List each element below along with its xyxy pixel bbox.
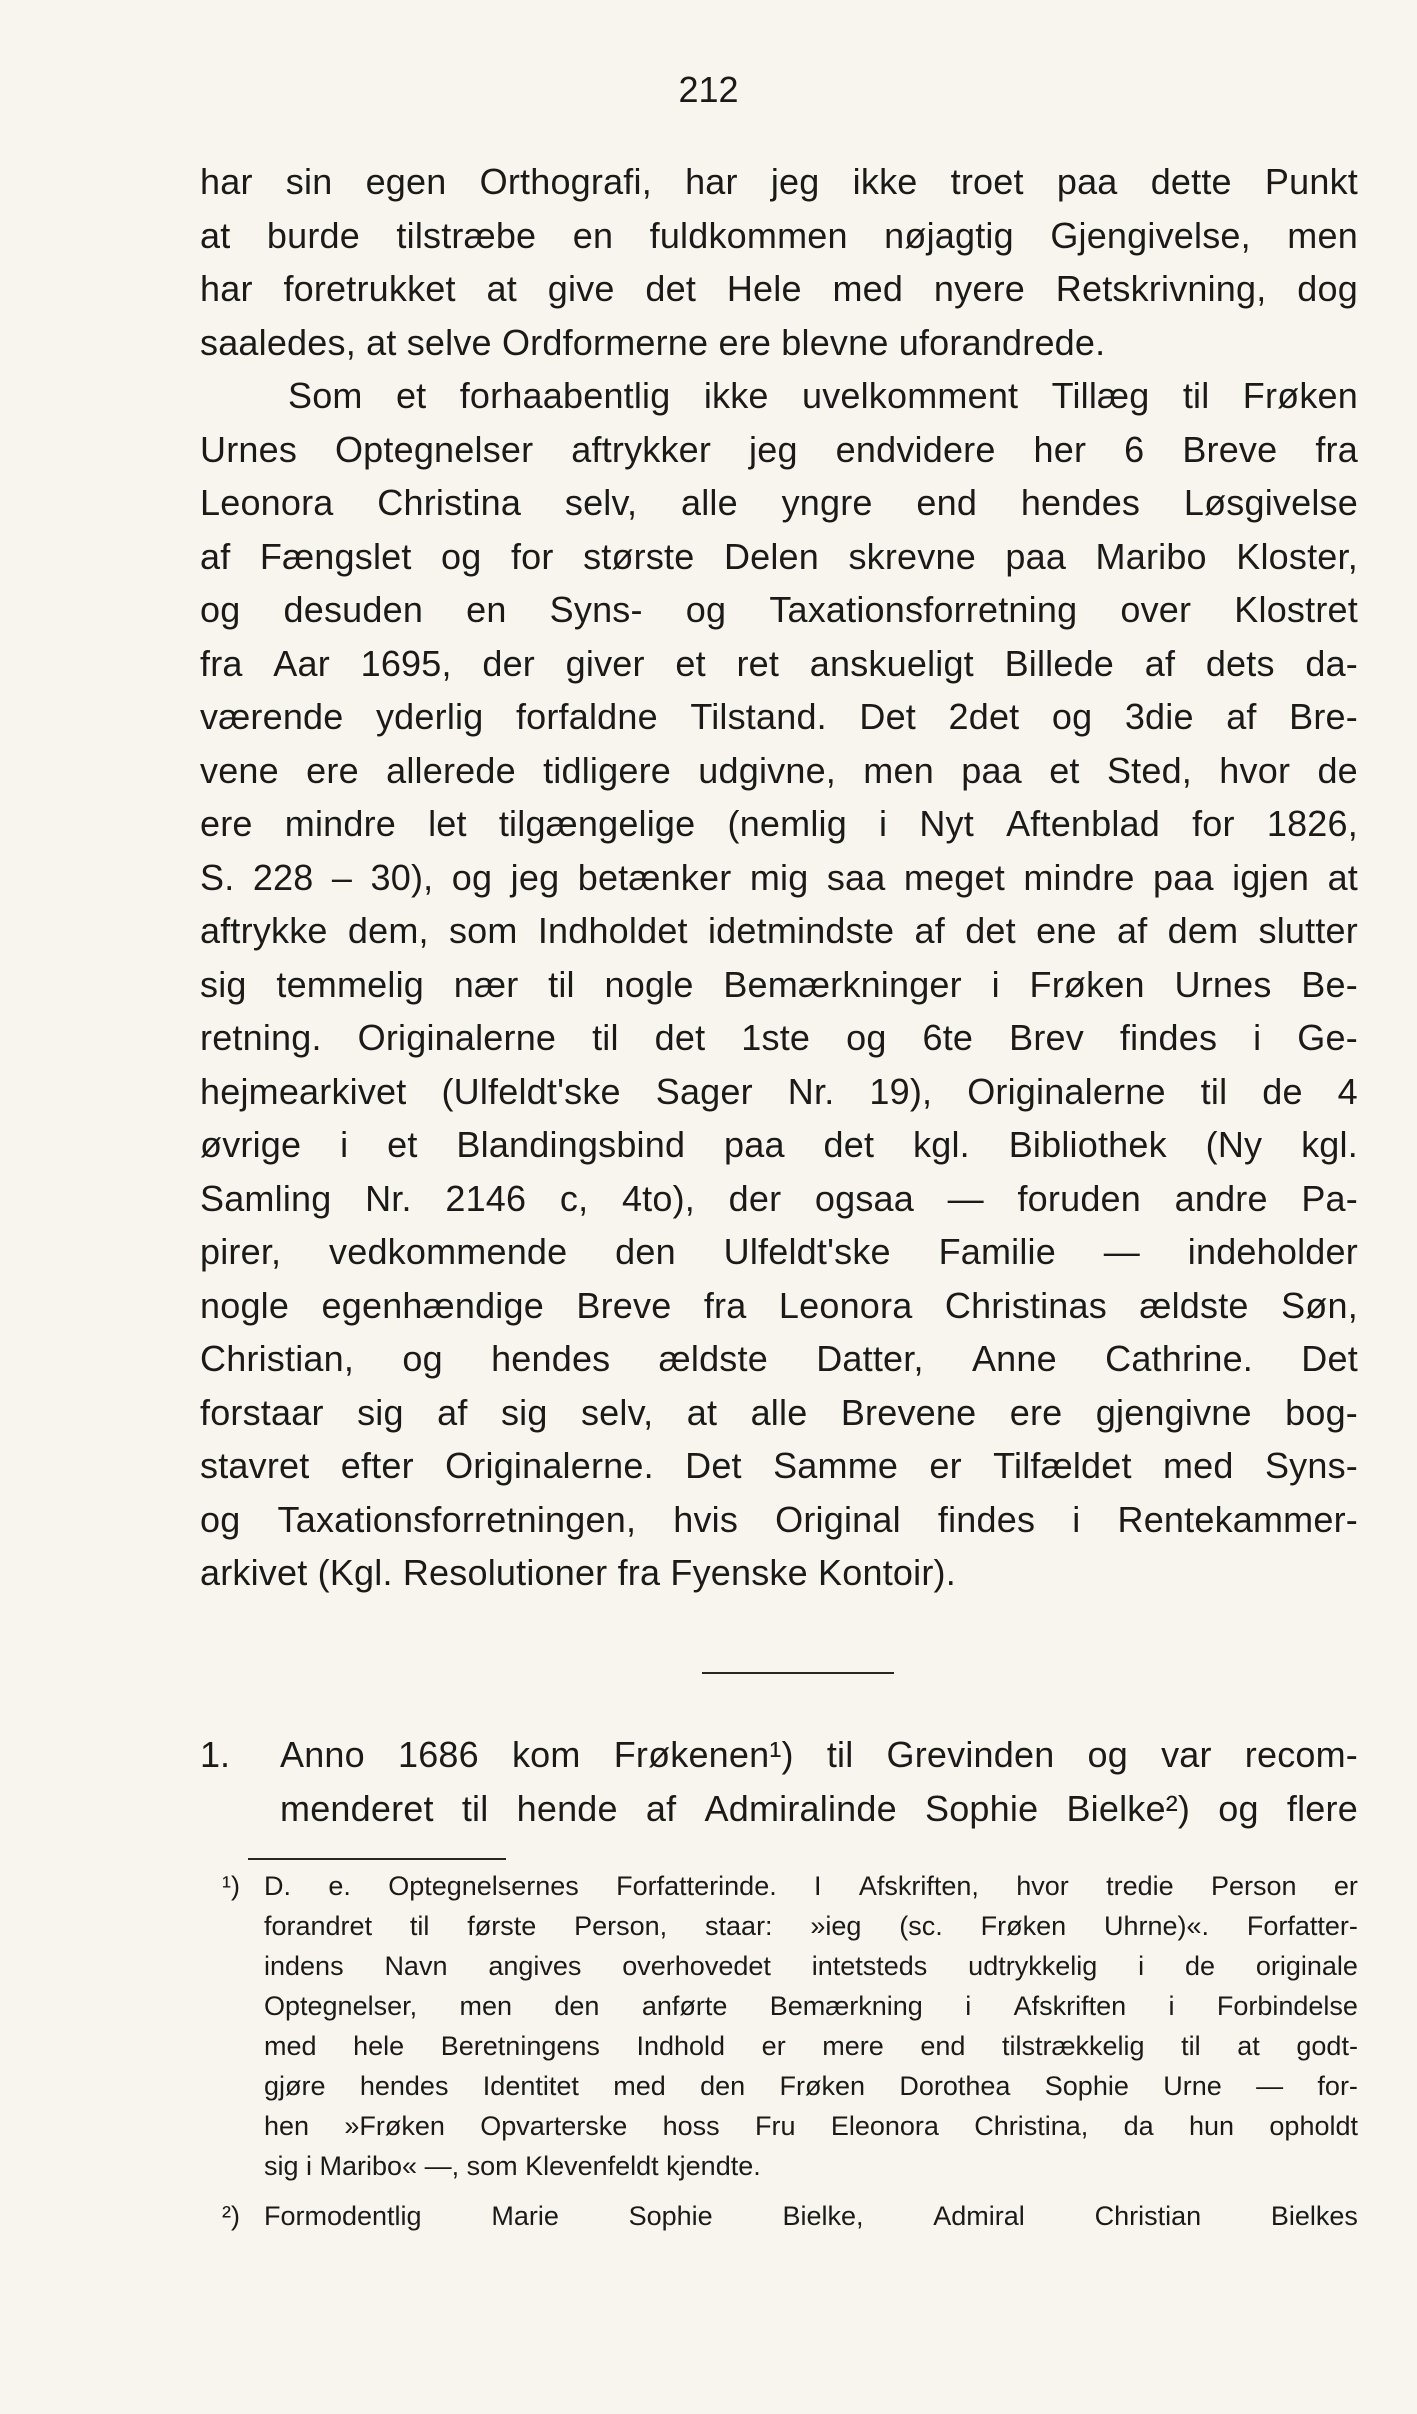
text-line: hen »Frøken Opvarterske hoss Fru Eleonora Christina, da hun opholdt: [264, 2111, 1358, 2141]
text-line: værende yderlig forfaldne Tilstand. Det 2det og 3die af Bre-: [200, 696, 1358, 737]
text-line: Christian, og hendes ældste Datter, Anne Cathrine. Det: [200, 1338, 1358, 1379]
text-line: aftrykke dem, som Indholdet idetmindste af det ene af dem slutter: [200, 910, 1358, 951]
text-line: af Fængslet og for største Delen skrevne paa Maribo Kloster,: [200, 535, 1358, 577]
footnote: [200, 1866, 1358, 2186]
text-line: menderet til hende af Admiralinde Sophie Bielke²) og flere: [280, 1787, 1358, 1829]
text-line: med hele Beretningens Indhold er mere end tilstrækkelig til at godt-: [264, 2031, 1358, 2061]
text-line: gjøre hendes Identitet med den Frøken Dorothea Sophie Urne — for-: [264, 2071, 1358, 2101]
entry-number: 1.: [200, 1734, 231, 1775]
text-line: stavret efter Originalerne. Det Samme er Tilfældet med Syns-: [200, 1445, 1358, 1486]
text-line: retning. Originalerne til det 1ste og 6te Brev findes i Ge-: [200, 1017, 1358, 1058]
text-line: saaledes, at selve Ordformerne ere blevne uforandrede.: [200, 321, 1106, 363]
text-line: øvrige i et Blandingsbind paa det kgl. Bibliothek (Ny kgl.: [200, 1124, 1358, 1165]
text-line: Samling Nr. 2146 c, 4to), der ogsaa — foruden andre Pa-: [200, 1177, 1358, 1219]
text-line: og Taxationsforretningen, hvis Original findes i Rentekammer-: [200, 1498, 1358, 1540]
text-line: forandret til første Person, staar: »ieg (sc. Frøken Uhrne)«. Forfatter-: [264, 1911, 1358, 1941]
footnotes: [200, 1866, 1358, 2236]
text-line: fra Aar 1695, der giver et ret anskueligt Billede af dets da-: [200, 642, 1358, 684]
text-line: sig i Maribo« —, som Klevenfeldt kjendte.: [264, 2151, 761, 2181]
text-line: ere mindre let tilgængelige (nemlig i Nyt Aftenblad for 1826,: [200, 803, 1358, 844]
text-line: har sin egen Orthografi, har jeg ikke troet paa dette Punkt: [200, 161, 1358, 202]
text-line: sig temmelig nær til nogle Bemærkninger i Frøken Urnes Be-: [200, 963, 1358, 1005]
footnote-mark: ²): [222, 2201, 240, 2231]
text-line: D. e. Optegnelsernes Forfatterinde. I Afskriften, hvor tredie Person er: [264, 1871, 1358, 1901]
text-line: at burde tilstræbe en fuldkommen nøjagtig Gjengivelse, men: [200, 214, 1358, 256]
numbered-entry: [200, 1728, 1358, 1835]
page-number: 212: [678, 69, 739, 110]
footnote: [200, 2196, 1358, 2236]
text-line: Urnes Optegnelser aftrykker jeg endvidere her 6 Breve fra: [200, 428, 1358, 470]
footnote-mark: ¹): [222, 1871, 240, 1901]
body-paragraphs: [200, 155, 1358, 1600]
section-separator: [702, 1672, 894, 1674]
text-line: Anno 1686 kom Frøkenen¹) til Grevinden og var recom-: [280, 1734, 1358, 1775]
text-line: nogle egenhændige Breve fra Leonora Christinas ældste Søn,: [200, 1284, 1358, 1326]
text-line: Leonora Christina selv, alle yngre end hendes Løsgivelse: [200, 482, 1358, 523]
text-line: Optegnelser, men den anførte Bemærkning i Afskriften i Forbindelse: [264, 1991, 1358, 2021]
text-line: hejmearkivet (Ulfeldt'ske Sager Nr. 19), Originalerne til de 4: [200, 1070, 1358, 1112]
text-line: Som et forhaabentlig ikke uvelkomment Tillæg til Frøken: [288, 375, 1358, 416]
text-line: indens Navn angives overhovedet intetsteds udtrykkelig i de originale: [264, 1951, 1358, 1981]
text-line: har foretrukket at give det Hele med nyere Retskrivning, dog: [200, 268, 1358, 309]
text-line: S. 228 – 30), og jeg betænker mig saa meget mindre paa igjen at: [200, 856, 1358, 898]
text-line: og desuden en Syns- og Taxationsforretning over Klostret: [200, 589, 1358, 630]
text-line: arkivet (Kgl. Resolutioner fra Fyenske Kontoir).: [200, 1552, 956, 1593]
text-line: vene ere allerede tidligere udgivne, men paa et Sted, hvor de: [200, 749, 1358, 791]
text-line: Formodentlig Marie Sophie Bielke, Admiral Christian Bielkes: [264, 2201, 1358, 2231]
footnote-rule: [248, 1858, 506, 1860]
text-line: forstaar sig af sig selv, at alle Brevene ere gjengivne bog-: [200, 1391, 1358, 1433]
text-line: pirer, vedkommende den Ulfeldt'ske Familie — indeholder: [200, 1231, 1358, 1272]
